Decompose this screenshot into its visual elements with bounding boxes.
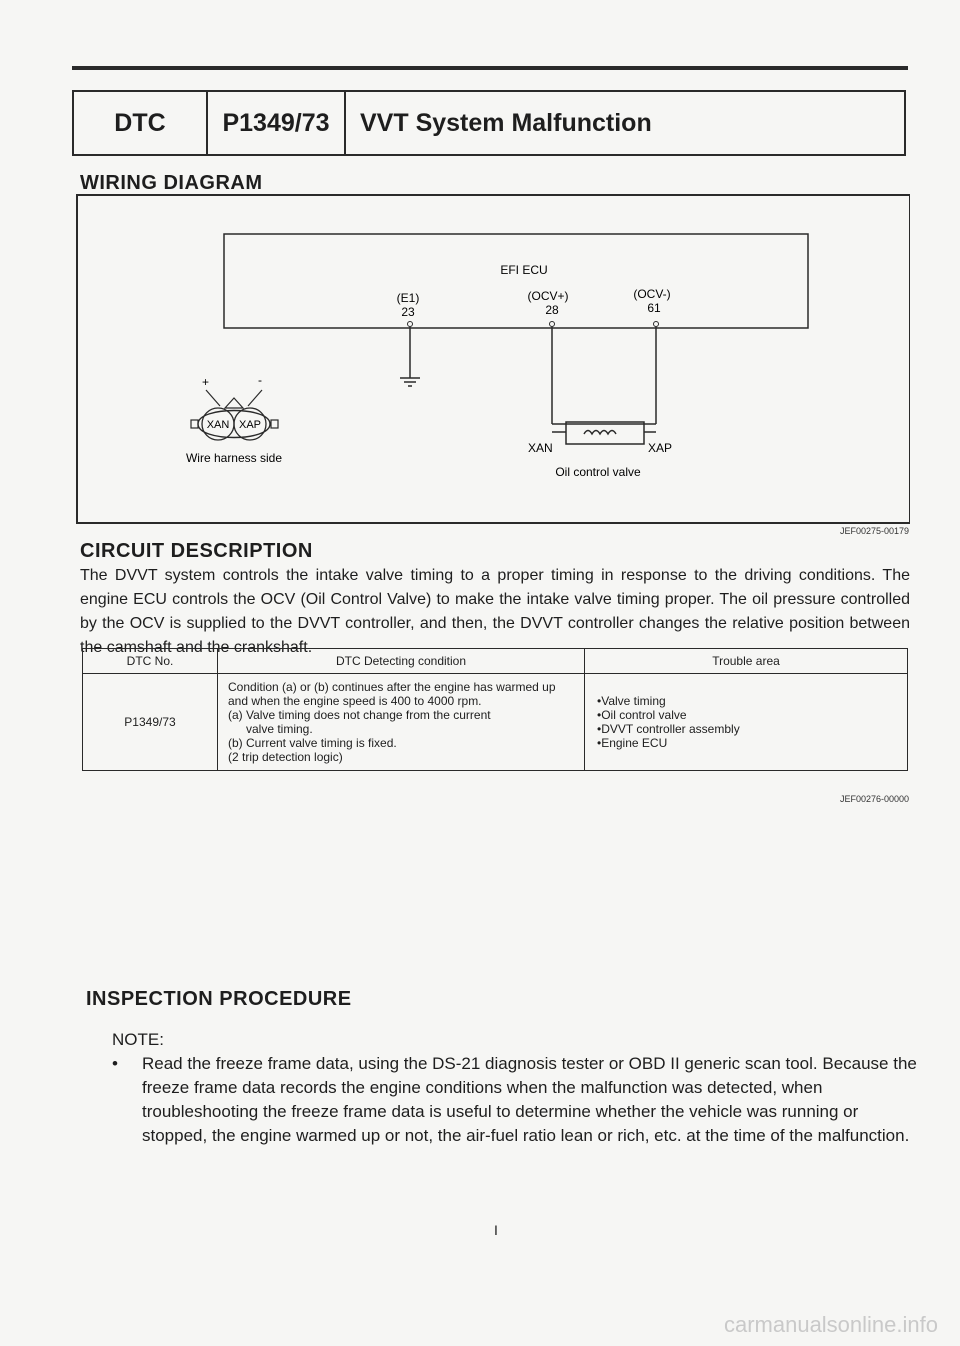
table-header-dtc-no: DTC No. <box>83 649 218 674</box>
pin-e1-number: 23 <box>401 305 415 319</box>
condition-line: (2 trip detection logic) <box>228 750 343 764</box>
circuit-description-text: The DVVT system controls the intake valve timing to a proper timing in response to the driving conditions. The engine ECU controls the OCV (Oil Control Valve) to make the intake valve timing proper. The oil pressure controlled by the OCV is supplied to the DVVT controller, and then, the DVVT controller changes the relative position between the camshaft and the crankshaft. <box>80 567 910 656</box>
connector-xan-label: XAN <box>206 419 230 431</box>
note-label: NOTE: <box>112 1030 164 1049</box>
condition-line: (b) Current valve timing is fixed. <box>228 736 397 750</box>
connector-xap-label: XAP <box>238 419 262 431</box>
valve-xap-label: XAP <box>648 441 673 455</box>
trouble-item: • DVVT controller assembly <box>597 722 895 736</box>
harness-caption: Wire harness side <box>185 451 283 465</box>
detecting-condition-cell <box>218 674 585 771</box>
dtc-label: DTC <box>74 92 208 154</box>
valve-xan-label: XAN <box>528 441 553 455</box>
trouble-area-cell <box>585 674 908 771</box>
table-figure-ref: JEF00276-00000 <box>840 794 910 804</box>
inspection-procedure-heading: INSPECTION PROCEDURE <box>86 988 352 1010</box>
dtc-header <box>72 90 906 156</box>
condition-line: (a) Valve timing does not change from the current <box>228 708 491 722</box>
pin-ocv-minus-number: 61 <box>647 301 661 315</box>
condition-line: Condition (a) or (b) continues after the engine has warmed up and when the engine speed is 400 to 4000 rpm. <box>228 680 556 708</box>
pin-ocv-minus-name: (OCV-) <box>633 287 671 301</box>
pin-ocv-plus-number: 28 <box>545 303 559 317</box>
connector-plus-label: + <box>202 375 210 389</box>
ecu-box <box>224 234 808 328</box>
wiring-diagram-svg <box>78 196 910 522</box>
table-row <box>83 674 908 771</box>
page-mark: I <box>494 1222 498 1238</box>
wiring-diagram-heading: WIRING DIAGRAM <box>80 172 263 194</box>
bullet-icon: • <box>112 1054 118 1073</box>
dtc-title: VVT System Malfunction <box>360 108 652 137</box>
pin-e1-name: (E1) <box>396 291 420 305</box>
connector-minus-label: - <box>258 373 262 387</box>
oil-control-valve-body <box>566 422 644 444</box>
watermark: carmanualsonline.info <box>723 1312 938 1337</box>
note-block <box>112 1028 922 1148</box>
circuit-description-heading: CIRCUIT DESCRIPTION <box>80 540 313 562</box>
wiring-diagram <box>76 194 910 524</box>
trouble-item: • Engine ECU <box>597 736 895 750</box>
trouble-item: • Valve timing <box>597 694 895 708</box>
table-header-condition: DTC Detecting condition <box>218 649 585 674</box>
dtc-table <box>82 648 908 771</box>
top-rule <box>72 66 908 70</box>
ecu-label: EFI ECU <box>500 263 548 277</box>
table-header-row <box>83 649 908 674</box>
table-header-trouble-area: Trouble area <box>585 649 908 674</box>
valve-caption: Oil control valve <box>555 465 641 479</box>
note-text: Read the freeze frame data, using the DS-21 diagnosis tester or OBD II generic scan tool. Because the freeze frame data records the engine conditions when the malfunction was detected, when troubleshooting the freeze frame data is useful to determine whether the vehicle was running or stopped, the engine warmed up or not, the air-fuel ratio lean or rich, etc. at the time of the malfunction. <box>142 1054 917 1145</box>
note-item <box>112 1052 922 1148</box>
dtc-number-cell: P1349/73 <box>83 674 218 771</box>
wiring-figure-ref: JEF00275-00179 <box>840 526 910 536</box>
dtc-code: P1349/73 <box>208 92 346 154</box>
valve-coil-icon <box>584 431 616 435</box>
trouble-item: • Oil control valve <box>597 708 895 722</box>
pin-ocv-plus-name: (OCV+) <box>527 289 569 303</box>
condition-line: valve timing. <box>246 722 313 736</box>
connector-key-icon <box>225 398 243 408</box>
